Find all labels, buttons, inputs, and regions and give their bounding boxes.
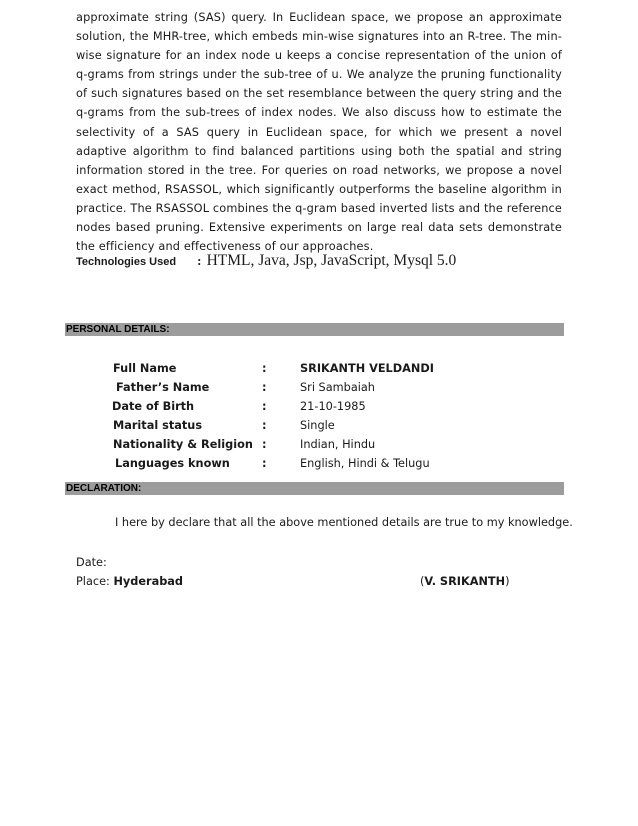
dob-colon: : xyxy=(262,400,267,413)
row-full-name-label xyxy=(113,361,176,377)
nationality-religion-value: Indian, Hindu xyxy=(300,438,376,451)
signature-open-paren: ( xyxy=(420,575,425,588)
date-line xyxy=(76,556,107,569)
full-name-value: SRIKANTH VELDANDI xyxy=(300,362,434,375)
dob-value: 21-10-1985 xyxy=(300,400,366,413)
signature xyxy=(420,575,510,588)
technologies-colon: : xyxy=(197,253,202,268)
declaration-heading: DECLARATION: xyxy=(66,483,142,494)
dob-label: Date of Birth xyxy=(112,400,195,413)
languages-colon: : xyxy=(262,457,267,470)
place-label: Place: xyxy=(76,575,114,588)
declaration-statement: I here by declare that all the above mentioned details are true to my knowledge. xyxy=(115,516,573,529)
nationality-religion-colon: : xyxy=(262,438,267,451)
father-name-value: Sri Sambaiah xyxy=(300,381,375,394)
father-name-label: Father’s Name xyxy=(116,381,210,394)
place-line xyxy=(76,575,183,588)
languages-value: English, Hindi & Telugu xyxy=(300,457,430,470)
marital-status-value: Single xyxy=(300,419,335,432)
full-name-colon: : xyxy=(262,362,267,375)
signature-name: V. SRIKANTH xyxy=(424,575,506,588)
full-name-label: Full Name xyxy=(113,362,177,375)
date-label: Date: xyxy=(76,556,107,569)
languages-label: Languages known xyxy=(115,457,230,470)
marital-status-label: Marital status xyxy=(113,419,203,432)
technologies-line xyxy=(76,250,456,270)
place-value: Hyderabad xyxy=(113,575,183,588)
personal-details-heading: PERSONAL DETAILS: xyxy=(66,324,170,335)
abstract-paragraph xyxy=(76,8,562,256)
nationality-religion-label: Nationality & Religion xyxy=(113,438,253,451)
signature-close-paren: ) xyxy=(505,575,510,588)
abstract-text: approximate string (SAS) query. In Euclidean space, we propose an approximate solution, the MHR-tree, which embeds min-wise signatures into an R-tree. The min-wise signature for an index node u keeps a concise representation of the union of q-grams from strings under the sub-tree of u. We analyze the pruning functionality of such signatures based on the set resemblance between the query string and the q-grams from the sub-trees of index nodes. We also discuss how to estimate the selectivity of a SAS query in Euclidean space, for which we present a novel adaptive algorithm to find balanced partitions using both the spatial and string information stored in the tree. For queries on road networks, we propose a novel exact method, RSASSOL, which significantly outperforms the baseline algorithm in practice. The RSASSOL combines the q-gram based inverted lists and the reference nodes based pruning. Extensive experiments on large real data sets demonstrate the efficiency and effectiveness of our approaches. xyxy=(76,11,562,254)
technologies-value: HTML, Java, Jsp, JavaScript, Mysql 5.0 xyxy=(206,252,457,269)
marital-status-colon: : xyxy=(262,419,267,432)
father-name-colon: : xyxy=(262,381,267,394)
declaration-header xyxy=(65,482,564,495)
technologies-label: Technologies Used xyxy=(76,256,177,268)
personal-details-header xyxy=(65,323,564,336)
